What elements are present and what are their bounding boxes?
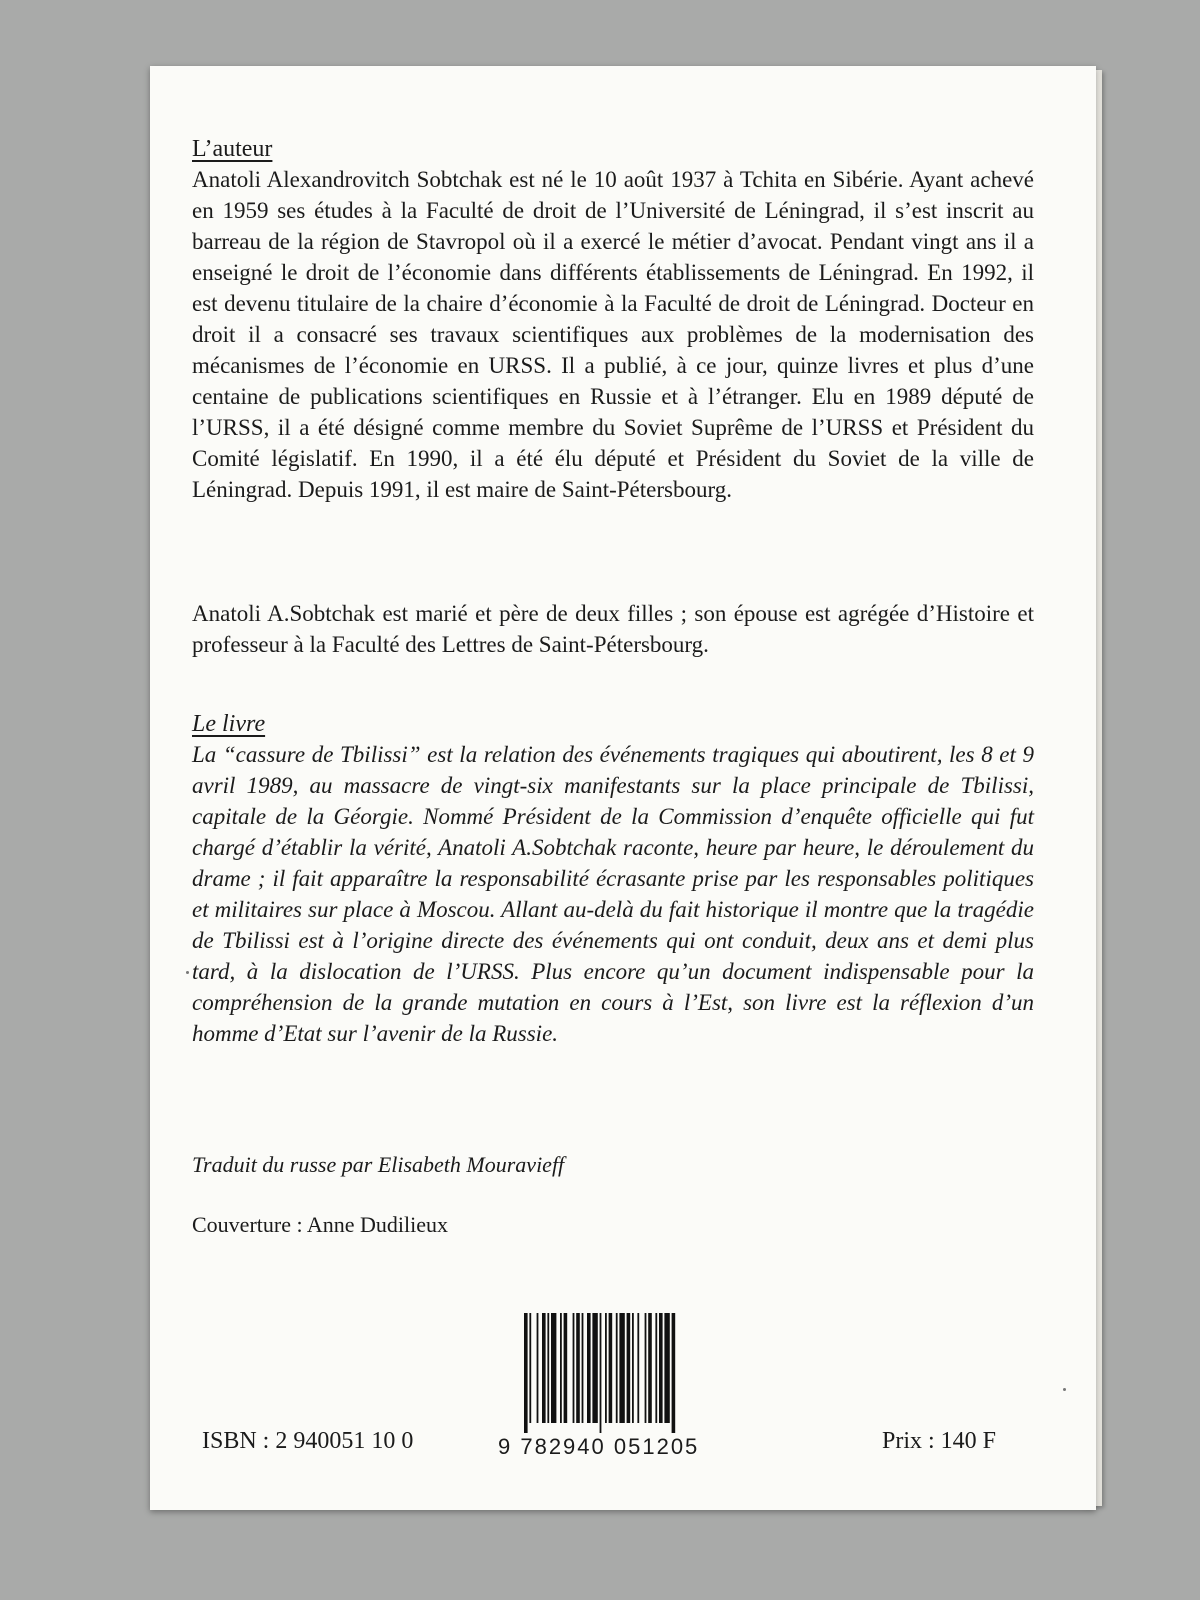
book-description: La “cassure de Tbilissi” est la relation des événements tragiques qui aboutirent, les 8 et 9 avril 1989, au massacre de vingt-six manifestants sur la place principale de Tbilissi, capitale de la Géorgie. Nommé Président de la Commission d’enquête officielle qui fut chargé d’établir la vérité, Anatoli A.Sobtchak raconte, heure par heure, le déroulement du drame ; il fait apparaître la responsabilité écrasante prise par les responsables politiques et militaires sur place à Moscou. Allant au-delà du fait historique il montre que la tragédie de Tbilissi est à l’origine directe des événements qui ont conduit, deux ans et demi plus tard, à la dislocation de l’URSS. Plus encore qu’un document indispensable pour la compréhension de la grande mutation en cours à l’Est, son livre est la réflexion d’un homme d’Etat sur l’avenir de la Russie. bbox=[192, 742, 1034, 1046]
book-back-cover bbox=[150, 66, 1096, 1510]
barcode-bar bbox=[573, 1313, 575, 1423]
barcode-number: 9 782940 051205 bbox=[498, 1434, 700, 1459]
author-biography: Anatoli Alexandrovitch Sobtchak est né le 10 août 1937 à Tchita en Sibérie. Ayant achevé en 1959 ses études à la Faculté de droit de l’Université de Léningrad, il s’est inscrit au barreau de la région de Stavropol où il a exercé le métier d’avocat. Pendant vingt ans il a enseigné le droit de l’économie dans différents établissements de Léningrad. En 1992, il est devenu titulaire de la chaire d’économie à la Faculté de droit de Léningrad. Docteur en droit il a consacré ses travaux scientifiques aux problèmes de la modernisation des mécanismes de l’économie en URSS. Il a publié, à ce jour, quinze livres et plus d’une centaine de publications scientifiques en Russie et à l’étranger. Elu en 1989 député de l’URSS, il a été désigné comme membre du Soviet Suprême de l’URSS et Président du Comité législatif. En 1990, il a été élu député et Président du Soviet de la ville de Léningrad. Depuis 1991, il est maire de Saint-Pétersbourg. bbox=[192, 167, 1034, 502]
cover-credit: Couverture : Anne Dudilieux bbox=[192, 1212, 449, 1237]
barcode-bar bbox=[537, 1313, 539, 1423]
author-section bbox=[192, 134, 1034, 505]
barcode-bar bbox=[659, 1313, 663, 1423]
barcode-bar bbox=[547, 1313, 549, 1423]
barcode-bar bbox=[542, 1313, 546, 1423]
barcode-bar bbox=[560, 1313, 562, 1423]
translation-credit: Traduit du russe par Elisabeth Mouravieff bbox=[192, 1152, 565, 1177]
barcode-bar bbox=[529, 1313, 531, 1423]
author-family: Anatoli A.Sobtchak est marié et père de deux filles ; son épouse est agrégée d’Histoire et professeur à la Faculté des Lettres de Saint-Pétersbourg. bbox=[192, 601, 1034, 657]
price: Prix : 140 F bbox=[882, 1428, 997, 1454]
book-heading: Le livre bbox=[192, 711, 266, 737]
barcode-bar bbox=[609, 1313, 613, 1423]
barcode-bar bbox=[605, 1313, 607, 1423]
barcode-bar bbox=[600, 1313, 602, 1433]
barcode-bar bbox=[655, 1313, 657, 1423]
barcode-bar bbox=[637, 1313, 639, 1423]
barcode-bar bbox=[648, 1313, 652, 1423]
barcode-bar bbox=[551, 1313, 556, 1423]
author-family-section bbox=[192, 598, 1034, 660]
barcode-bar bbox=[672, 1313, 676, 1433]
barcode-bar bbox=[627, 1313, 631, 1423]
book-section bbox=[192, 709, 1034, 1049]
barcode-bar bbox=[616, 1313, 618, 1423]
dust-speck bbox=[186, 971, 189, 974]
barcode-bar bbox=[524, 1313, 528, 1433]
barcode-bar bbox=[664, 1313, 669, 1423]
barcode-bar bbox=[564, 1313, 568, 1423]
barcode-bar bbox=[619, 1313, 624, 1423]
barcode-bar bbox=[587, 1313, 591, 1423]
barcode bbox=[522, 1313, 732, 1433]
barcode-bar bbox=[645, 1313, 647, 1423]
barcode-bar bbox=[576, 1313, 580, 1423]
author-heading: L’auteur bbox=[192, 136, 273, 162]
dust-speck bbox=[1063, 1388, 1066, 1391]
isbn: ISBN : 2 940051 10 0 bbox=[202, 1428, 414, 1454]
barcode-bar bbox=[632, 1313, 634, 1423]
barcode-bar bbox=[582, 1313, 584, 1423]
barcode-bar bbox=[592, 1313, 597, 1423]
